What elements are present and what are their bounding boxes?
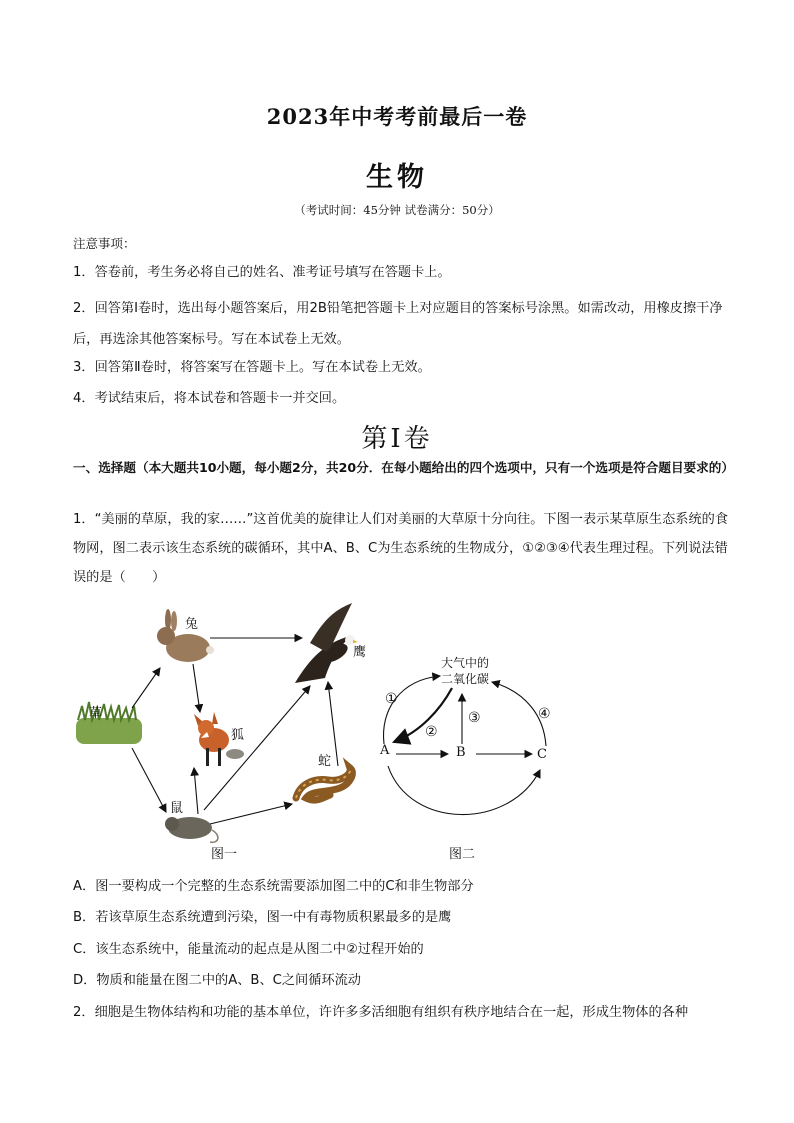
mouse-image bbox=[165, 817, 218, 842]
atmosphere-label-line2: 二氧化碳 bbox=[441, 672, 490, 686]
label-snake: 蛇 bbox=[318, 754, 332, 769]
node-b-label: B bbox=[456, 745, 466, 760]
node-c-label: C bbox=[537, 747, 547, 762]
question-1-option-b: B．若该草原生态系统遭到污染，图一中有毒物质积累最多的是鹰 bbox=[73, 910, 452, 925]
label-mouse: 鼠 bbox=[170, 801, 184, 816]
atmosphere-label-line1: 大气中的 bbox=[441, 656, 490, 670]
figure-1-food-web bbox=[60, 598, 390, 863]
question-2-stem: 2．细胞是生物体结构和功能的基本单位，许许多多活细胞有组织有秩序地结合在一起，形成生物体的各种 bbox=[73, 1005, 689, 1020]
subject-title: 生物 bbox=[366, 162, 428, 193]
label-rabbit: 兔 bbox=[185, 617, 199, 632]
eagle-image bbox=[295, 603, 358, 683]
notice-item-2: 2．回答第Ⅰ卷时，选出每小题答案后，用2B铅笔把答题卡上对应题目的答案标号涂黑。如需改动，用橡皮擦干净后，再选涂其他答案标号。写在本试卷上无效。 bbox=[73, 301, 723, 347]
grass-image bbox=[76, 702, 142, 744]
process-1-label: ① bbox=[385, 691, 398, 707]
snake-image bbox=[296, 768, 352, 800]
section-intro: 一、选择题（本大题共10小题，每小题2分，共20分．在每小题给出的四个选项中，只有一个选项是符合题目要求的） bbox=[73, 460, 734, 475]
figure-1-caption: 图一 bbox=[211, 847, 238, 862]
question-1-stem: 1．“美丽的草原，我的家……”这首优美的旋律让人们对美丽的大草原十分向往。下图一表示某草原生态系统的食物网，图二表示该生态系统的碳循环，其中A、B、C为生态系统的生物成分，①②③④代表生理过程。下列说法错误的是（ ） bbox=[73, 512, 729, 585]
question-1-option-c: C．该生态系统中，能量流动的起点是从图二中②过程开始的 bbox=[73, 942, 424, 957]
exam-info: （考试时间：45分钟 试卷满分：50分） bbox=[294, 203, 500, 217]
question-1-option-d: D．物质和能量在图二中的A、B、C之间循环流动 bbox=[73, 973, 361, 988]
label-grass: 草 bbox=[89, 706, 103, 721]
notice-item-3: 3．回答第Ⅱ卷时，将答案写在答题卡上。写在本试卷上无效。 bbox=[73, 360, 431, 375]
notice-item-4: 4．考试结束后，将本试卷和答题卡一并交回。 bbox=[73, 391, 346, 406]
process-4-label: ④ bbox=[538, 706, 551, 722]
exam-title: 2023年中考考前最后一卷 bbox=[266, 104, 528, 129]
notice-heading: 注意事项： bbox=[73, 236, 136, 251]
process-2-label: ② bbox=[425, 724, 438, 740]
label-eagle: 鹰 bbox=[353, 645, 367, 660]
figure-2-caption: 图二 bbox=[449, 847, 476, 862]
label-fox: 狐 bbox=[231, 728, 245, 743]
process-3-label: ③ bbox=[468, 710, 481, 726]
notice-item-1: 1．答卷前，考生务必将自己的姓名、准考证号填写在答题卡上。 bbox=[73, 265, 451, 280]
question-1-option-a: A．图一要构成一个完整的生态系统需要添加图二中的C和非生物部分 bbox=[73, 879, 474, 894]
node-a-label: A bbox=[380, 743, 390, 758]
section-title: 第Ⅰ卷 bbox=[361, 424, 433, 454]
